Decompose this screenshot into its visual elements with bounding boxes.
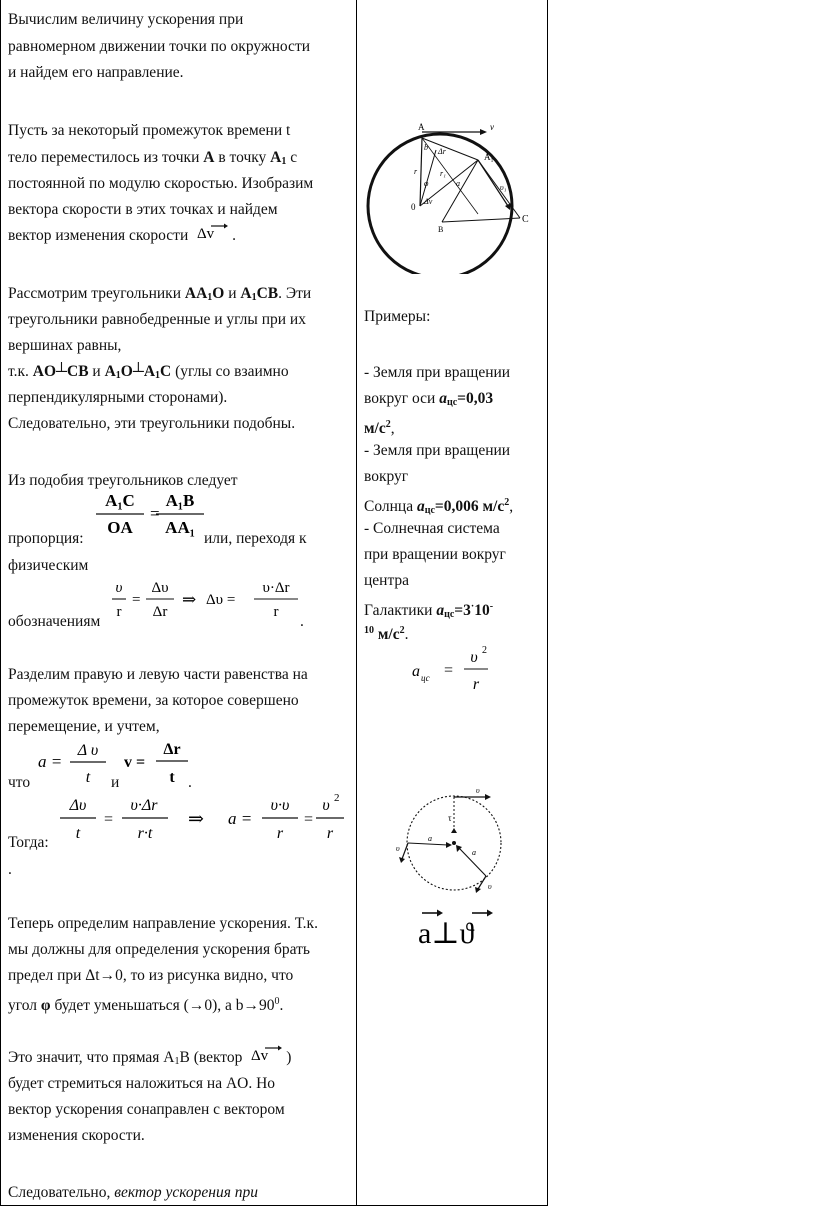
svg-text:=: = [104, 811, 114, 828]
acceleration-formula [36, 737, 106, 787]
svg-text:AA₁: AA₁ [165, 518, 195, 537]
para-line: вершинах равны, [8, 337, 122, 354]
svg-text:υ: υ [396, 844, 400, 853]
example-line: вокруг оси $a_{цс}=0,03$ [364, 390, 494, 408]
svg-text:t: t [85, 769, 91, 786]
intro-line: Вычислим величину ускорения при [8, 11, 244, 28]
svg-text:Δv: Δv [251, 1048, 269, 1064]
svg-text:A: A [418, 122, 425, 132]
svg-text:⇒: ⇒ [182, 590, 197, 609]
svg-text:2: 2 [482, 645, 487, 656]
intro-line: и найдем его направление. [8, 64, 184, 81]
svg-text:υ: υ [476, 786, 480, 795]
example-line: Галактики $a_{цс}=3^\cdot 10^-$ [364, 601, 494, 620]
svg-text:υ: υ [115, 580, 123, 596]
svg-text:υ: υ [322, 797, 330, 814]
svg-text:Δυ =: Δυ = [206, 592, 236, 608]
svg-text:φ: φ [424, 179, 429, 188]
svg-text:υ: υ [488, 882, 492, 891]
svg-text:a: a [428, 834, 432, 843]
svg-text:⇒: ⇒ [188, 809, 204, 830]
svg-text:a =: a = [228, 809, 253, 828]
para-line: Следовательно, вектор ускорения при [8, 1184, 259, 1201]
para-line: вектор изменения скорости Δv . [8, 223, 236, 249]
para-line: обозначениям [8, 613, 101, 630]
svg-text:a: a [456, 179, 460, 188]
svg-text:υ: υ [470, 649, 478, 666]
example-line: Солнца $a_{цс}=0,006$ $м/с^2$, [364, 497, 514, 516]
svg-text:r₁: r₁ [440, 169, 446, 178]
para-line: Это значит, что прямая $A_1B$ (вектор Δv ) [8, 1045, 291, 1075]
para-line: Пусть за некоторый промежуток времени t [8, 122, 291, 139]
example-line: $^{10}$ $м/с^2$. [364, 625, 409, 643]
intro-line: равномерном движении точки по окружности [8, 38, 311, 55]
svg-text:Δv: Δv [197, 226, 215, 242]
svg-text:A₁: A₁ [484, 152, 494, 162]
velocity-formula [122, 737, 188, 787]
para-line: предел при Δt→0, то из рисунка видно, что [8, 967, 294, 984]
svg-text:r: r [414, 167, 418, 176]
para-line: или, переходя к [204, 530, 307, 547]
para-line: будет стремиться наложиться на AO. Но [8, 1075, 276, 1092]
svg-text:=: = [150, 504, 160, 523]
para-line: вектор ускорения сонаправлен с вектором [8, 1101, 285, 1118]
svg-text:v =: v = [124, 754, 146, 771]
svg-text:Δυ: Δυ [69, 797, 87, 814]
para-line: Теперь определим направление ускорения. Т.к. [8, 915, 318, 932]
proportion-formula [92, 484, 204, 544]
example-line: центра [364, 572, 410, 589]
svg-text:v: v [490, 122, 494, 132]
centripetal-formula [410, 643, 490, 695]
svg-text:r: r [273, 604, 279, 620]
para-line: . [188, 774, 192, 791]
para-line: угол φ будет уменьшаться (→0), а $b\to 90^0$. [8, 996, 284, 1014]
svg-text:=: = [304, 811, 314, 828]
velocity-vectors-figure [360, 118, 536, 274]
svg-text:Δv: Δv [424, 197, 433, 206]
svg-text:=: = [132, 592, 141, 608]
svg-text:A₁C: A₁C [105, 491, 135, 510]
svg-text:τ: τ [448, 813, 452, 823]
svg-text:OA: OA [107, 518, 133, 537]
example-line: вокруг [364, 468, 409, 485]
para-line: пропорция: [8, 530, 84, 547]
svg-text:r: r [472, 676, 480, 693]
example-line: - Земля при вращении [364, 364, 511, 381]
svg-text:2: 2 [334, 792, 340, 804]
svg-text:цс: цс [421, 673, 430, 683]
svg-text:r: r [326, 825, 334, 842]
para-line: что [8, 774, 31, 791]
example-line: при вращении вокруг [364, 546, 506, 563]
svg-text:Δ υ: Δ υ [77, 742, 99, 759]
svg-text:υ·υ: υ·υ [270, 797, 290, 814]
svg-text:b: b [424, 143, 428, 152]
svg-text:a: a [472, 848, 476, 857]
para-line: . [300, 613, 304, 630]
physical-proportion-formula [110, 574, 306, 624]
svg-text:Δr: Δr [152, 604, 168, 620]
svg-text:υ·Δr: υ·Δr [130, 797, 158, 814]
svg-text:Δυ: Δυ [151, 580, 169, 596]
para-line: т.к. AO┴CB и $A_1O┴A_1C$ (углы со взаимно [8, 363, 289, 381]
column-divider [356, 0, 357, 1206]
svg-text:r: r [116, 604, 122, 620]
para-line: промежуток времени, за которое совершено [8, 692, 299, 709]
acceleration-vectors-figure [390, 783, 510, 899]
svg-text:=: = [444, 662, 454, 679]
para-line: Разделим правую и левую части равенства на [8, 666, 308, 683]
svg-text:0: 0 [411, 202, 416, 212]
svg-text:A₁B: A₁B [165, 491, 195, 510]
para-line: Из подобия треугольников следует [8, 472, 238, 489]
para-line: перпендикулярными сторонами). [8, 389, 228, 406]
para-line: Тогда: [8, 834, 49, 851]
delta-v-formula [248, 1045, 284, 1065]
para-line: мы должны для определения ускорения брать [8, 941, 310, 958]
para-line: изменения скорости. [8, 1127, 145, 1144]
svg-text:a⊥ϑ: a⊥ϑ [418, 917, 475, 949]
example-line: - Земля при вращении [364, 442, 511, 459]
svg-text:υ·Δr: υ·Δr [262, 580, 290, 596]
then-formula [58, 790, 348, 846]
delta-v-formula [194, 223, 230, 243]
para-line: треугольники равнобедренные и углы при их [8, 311, 306, 328]
example-line: - Солнечная система [364, 520, 500, 537]
para-line: Следовательно, эти треугольники подобны. [8, 415, 296, 432]
svg-text:υ₁: υ₁ [500, 183, 507, 192]
para-line: Рассмотрим треугольники $AA_1O$ и $A_1CB$. Эти [8, 285, 312, 303]
svg-text:a: a [412, 663, 420, 680]
para-line: и [111, 774, 120, 791]
svg-text:r: r [276, 825, 284, 842]
example-line: $м/с^2$, [364, 419, 395, 437]
svg-text:a =: a = [38, 752, 63, 771]
para-line: вектора скорости в этих точках и найдем [8, 201, 278, 218]
examples-title: Примеры: [364, 308, 431, 325]
svg-text:B: B [438, 225, 444, 234]
svg-text:t: t [75, 825, 81, 842]
para-line: перемещение, и учтем, [8, 718, 160, 735]
para-line: физическим [8, 557, 89, 574]
svg-text:r·t: r·t [137, 825, 153, 842]
svg-text:Δr: Δr [163, 741, 181, 758]
svg-text:t: t [169, 769, 175, 786]
perpendicular-formula [414, 905, 500, 949]
svg-text:C: C [522, 214, 529, 225]
para-line: . [8, 861, 12, 878]
para-line: тело переместилось из точки A в точку $A_1$ с [8, 149, 298, 167]
svg-text:Δr: Δr [438, 147, 446, 156]
para-line: постоянной по модулю скоростью. Изобразим [8, 175, 314, 192]
